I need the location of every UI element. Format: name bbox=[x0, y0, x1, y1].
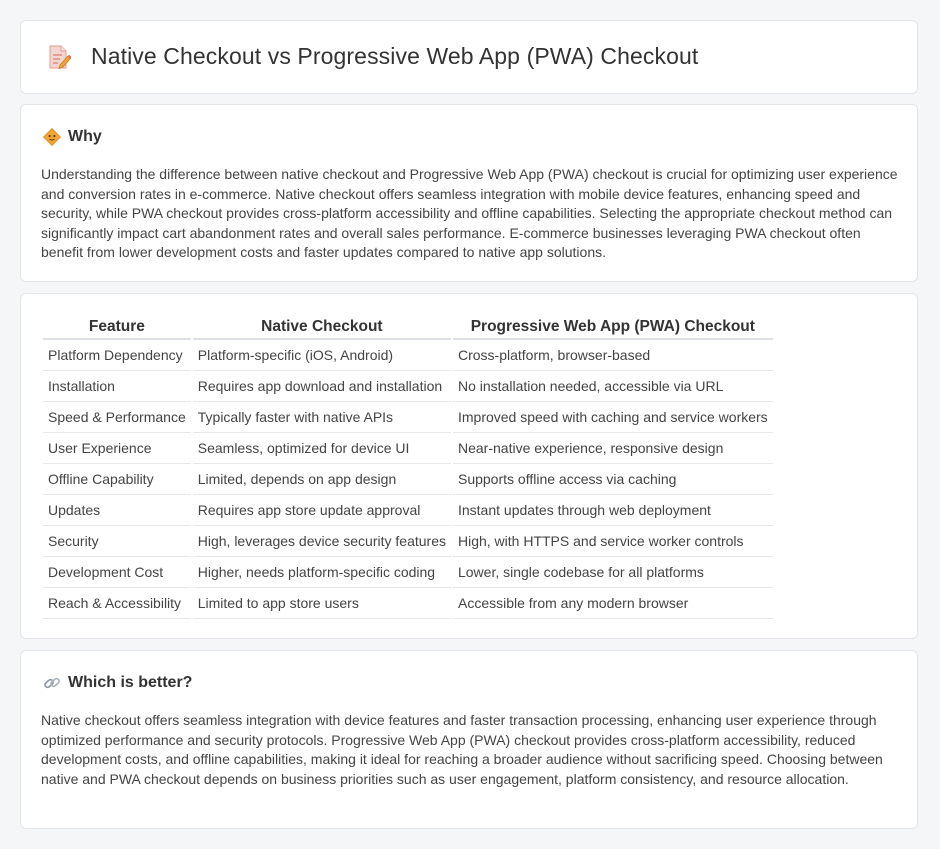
column-header-native: Native Checkout bbox=[193, 315, 451, 340]
table-row bbox=[43, 495, 773, 526]
table-row bbox=[43, 526, 773, 557]
table-row bbox=[43, 588, 773, 619]
comparison-table bbox=[41, 315, 775, 619]
pwa-cell: Near-native experience, responsive design bbox=[453, 433, 773, 464]
pwa-cell: High, with HTTPS and service worker controls bbox=[453, 526, 773, 557]
pwa-cell: Cross-platform, browser-based bbox=[453, 340, 773, 371]
document-edit-icon bbox=[47, 44, 71, 70]
diamond-warning-icon bbox=[43, 128, 61, 146]
feature-cell: Development Cost bbox=[43, 557, 191, 588]
title-wrap bbox=[47, 43, 698, 70]
table-row bbox=[43, 402, 773, 433]
feature-cell: User Experience bbox=[43, 433, 191, 464]
better-heading-row bbox=[43, 674, 192, 692]
native-cell: Seamless, optimized for device UI bbox=[193, 433, 451, 464]
native-cell: Typically faster with native APIs bbox=[193, 402, 451, 433]
native-cell: Requires app download and installation bbox=[193, 371, 451, 402]
pwa-cell: Lower, single codebase for all platforms bbox=[453, 557, 773, 588]
pwa-cell: Supports offline access via caching bbox=[453, 464, 773, 495]
column-header-feature: Feature bbox=[43, 315, 191, 340]
native-cell: Higher, needs platform-specific coding bbox=[193, 557, 451, 588]
why-card bbox=[20, 104, 918, 282]
why-heading: Why bbox=[68, 128, 102, 145]
page-title: Native Checkout vs Progressive Web App (PWA) Checkout bbox=[91, 43, 699, 69]
feature-cell: Security bbox=[43, 526, 191, 557]
better-heading: Which is better? bbox=[68, 674, 193, 691]
pwa-cell: Instant updates through web deployment bbox=[453, 495, 773, 526]
feature-cell: Installation bbox=[43, 371, 191, 402]
why-paragraph: Understanding the difference between native checkout and Progressive Web App (PWA) checkout is crucial for optimizing user experience and conversion rates in e-commerce. Native checkout offers seamless integration with mobile device features, enhancing speed and security, while PWA checkout provides cross-platform accessibility and offline capabilities. Selecting the appropriate checkout method can significantly impact cart abandonment rates and overall sales performance. E-commerce businesses leveraging PWA checkout often benefit from lower development costs and faster updates compared to native app solutions. bbox=[41, 166, 898, 261]
pwa-cell: Improved speed with caching and service workers bbox=[453, 402, 773, 433]
table-row bbox=[43, 340, 773, 371]
link-icon bbox=[43, 674, 61, 692]
native-cell: Limited, depends on app design bbox=[193, 464, 451, 495]
feature-cell: Updates bbox=[43, 495, 191, 526]
table-row bbox=[43, 557, 773, 588]
native-cell: Platform-specific (iOS, Android) bbox=[193, 340, 451, 371]
native-cell: Limited to app store users bbox=[193, 588, 451, 619]
table-row bbox=[43, 433, 773, 464]
better-paragraph: Native checkout offers seamless integration with device features and faster transaction processing, enhancing user experience through optimized performance and security protocols. Progressive Web App (PWA) checkout provides cross-platform accessibility, reduced development costs, and offline capabilities, making it ideal for reaching a broader audience without sacrificing speed. Choosing between native and PWA checkout depends on business priorities such as user engagement, platform consistency, and resource allocation. bbox=[41, 712, 883, 787]
feature-cell: Speed & Performance bbox=[43, 402, 191, 433]
comparison-card bbox=[20, 293, 918, 639]
which-is-better-card bbox=[20, 650, 918, 829]
table-header-row bbox=[43, 315, 773, 340]
why-heading-row bbox=[43, 128, 102, 146]
pwa-cell: Accessible from any modern browser bbox=[453, 588, 773, 619]
feature-cell: Reach & Accessibility bbox=[43, 588, 191, 619]
column-header-pwa: Progressive Web App (PWA) Checkout bbox=[453, 315, 773, 340]
feature-cell: Platform Dependency bbox=[43, 340, 191, 371]
table-row bbox=[43, 371, 773, 402]
table-row bbox=[43, 464, 773, 495]
pwa-cell: No installation needed, accessible via URL bbox=[453, 371, 773, 402]
title-card bbox=[20, 20, 918, 94]
native-cell: High, leverages device security features bbox=[193, 526, 451, 557]
feature-cell: Offline Capability bbox=[43, 464, 191, 495]
native-cell: Requires app store update approval bbox=[193, 495, 451, 526]
